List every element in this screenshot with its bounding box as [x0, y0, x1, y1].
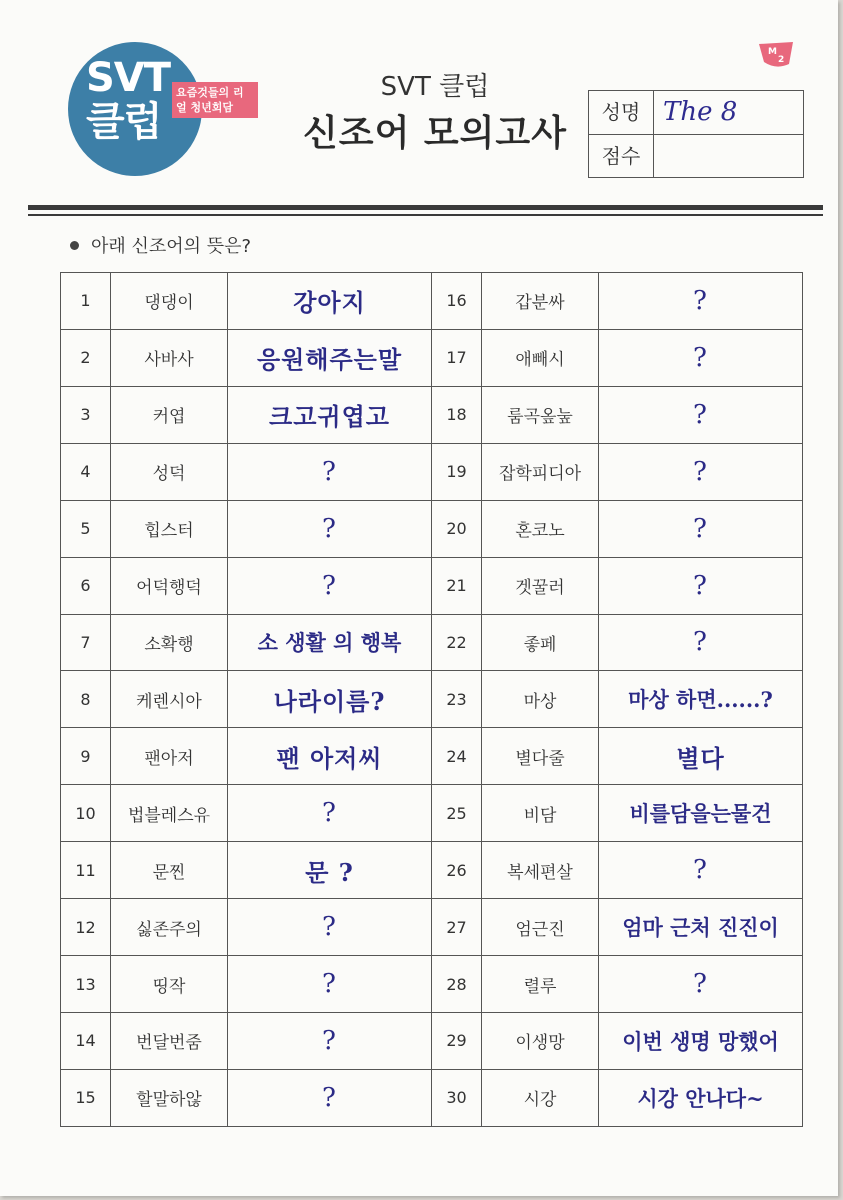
- item-number-cell: [432, 956, 482, 1013]
- item-number-cell: [61, 956, 111, 1013]
- item-number: 23: [446, 689, 467, 709]
- table-row: [61, 728, 803, 785]
- handwritten-answer-cell: [228, 273, 432, 330]
- handwritten-answer: 크고귀엽고: [269, 402, 390, 432]
- handwritten-answer-cell: [228, 500, 432, 557]
- slang-word: 이생망: [515, 1033, 565, 1054]
- handwritten-answer-cell: [228, 899, 432, 956]
- slang-word-cell: [111, 671, 228, 728]
- slang-word-cell: [482, 273, 599, 330]
- slang-word: 케렌시아: [136, 691, 202, 712]
- handwritten-answer-cell: [599, 785, 803, 842]
- svg-text:2: 2: [778, 55, 785, 65]
- item-number: 13: [75, 974, 96, 994]
- item-number: 9: [80, 746, 91, 766]
- item-number: 21: [446, 576, 467, 596]
- handwritten-answer-cell: [599, 1012, 803, 1069]
- handwritten-answer-cell: [228, 329, 432, 386]
- item-number: 4: [80, 462, 91, 482]
- handwritten-answer: 팬 아저씨: [276, 743, 383, 773]
- item-number-cell: [432, 443, 482, 500]
- slang-word: 싫존주의: [136, 919, 202, 940]
- item-number-cell: [432, 1012, 482, 1069]
- item-number-cell: [432, 557, 482, 614]
- slang-word-cell: [111, 956, 228, 1013]
- slang-word-cell: [482, 671, 599, 728]
- item-number-cell: [61, 785, 111, 842]
- item-number-cell: [432, 386, 482, 443]
- item-number: 8: [80, 689, 91, 709]
- handwritten-answer: ?: [322, 513, 337, 544]
- table-row: [61, 557, 803, 614]
- handwritten-answer: 이번 생명 망했어: [622, 1028, 779, 1054]
- handwritten-answer: ?: [322, 969, 337, 1000]
- handwritten-answer-cell: [599, 386, 803, 443]
- handwritten-answer: 별다: [676, 743, 725, 773]
- handwritten-answer: 엄마 근처 진진이: [622, 915, 779, 941]
- svg-text:M: M: [768, 47, 777, 57]
- slang-word-cell: [111, 614, 228, 671]
- table-row: [61, 842, 803, 899]
- item-number: 27: [446, 917, 467, 937]
- handwritten-answer: ?: [693, 969, 708, 1000]
- item-number-cell: [61, 273, 111, 330]
- slang-word-cell: [482, 329, 599, 386]
- item-number: 6: [80, 576, 91, 596]
- item-number-cell: [61, 671, 111, 728]
- slang-word: 렬루: [523, 976, 557, 997]
- slang-word: 비담: [523, 805, 557, 826]
- item-number: 3: [80, 405, 91, 425]
- item-number: 14: [75, 1031, 96, 1051]
- handwritten-answer: ?: [693, 855, 708, 886]
- handwritten-answer: ?: [322, 570, 337, 601]
- item-number: 16: [446, 291, 467, 311]
- bullet-icon: [70, 241, 79, 250]
- handwritten-answer: ?: [693, 285, 708, 316]
- handwritten-answer: ?: [322, 1025, 337, 1056]
- item-number-cell: [61, 842, 111, 899]
- item-number-cell: [432, 273, 482, 330]
- slang-word-cell: [111, 899, 228, 956]
- slang-word-cell: [111, 329, 228, 386]
- item-number-cell: [432, 1069, 482, 1126]
- logo-text: SVT 클럽: [86, 55, 171, 145]
- item-number: 24: [446, 746, 467, 766]
- handwritten-answer-cell: [599, 671, 803, 728]
- item-number-cell: [61, 728, 111, 785]
- table-row: [61, 273, 803, 330]
- question-prompt: [70, 232, 251, 258]
- slang-word-cell: [482, 1012, 599, 1069]
- handwritten-answer-cell: [599, 500, 803, 557]
- item-number-cell: [432, 842, 482, 899]
- slang-word-cell: [111, 728, 228, 785]
- handwritten-answer-cell: [228, 956, 432, 1013]
- slang-word: 엄근진: [515, 919, 565, 940]
- slang-word: 팬아저: [144, 748, 194, 769]
- handwritten-answer-cell: [228, 557, 432, 614]
- slang-word-cell: [111, 785, 228, 842]
- handwritten-answer-cell: [599, 956, 803, 1013]
- slang-word: 법블레스유: [127, 805, 211, 826]
- item-number-cell: [432, 899, 482, 956]
- slang-word-cell: [482, 1069, 599, 1126]
- slang-word: 좋페: [523, 634, 557, 655]
- m2-logo-icon: [756, 40, 796, 70]
- handwritten-answer-cell: [599, 842, 803, 899]
- item-number: 22: [446, 632, 467, 652]
- item-number-cell: [61, 557, 111, 614]
- handwritten-answer: 시강 안나다~: [637, 1085, 764, 1111]
- handwritten-answer: ?: [693, 342, 708, 373]
- slang-word: 복세편살: [507, 862, 573, 883]
- item-number-cell: [61, 329, 111, 386]
- item-number: 17: [446, 348, 467, 368]
- item-number: 7: [80, 632, 91, 652]
- slang-word-cell: [111, 1012, 228, 1069]
- item-number: 25: [446, 803, 467, 823]
- handwritten-answer: 강아지: [293, 288, 366, 318]
- slang-word: 힙스터: [144, 521, 194, 542]
- slang-word: 겟꿀러: [515, 578, 565, 599]
- question-text: 아래 신조어의 뜻은?: [91, 236, 252, 257]
- sheet-subtitle: SVT 클럽: [380, 72, 490, 102]
- name-row: [589, 91, 803, 135]
- slang-word: 잡학피디아: [498, 464, 582, 485]
- item-number: 18: [446, 405, 467, 425]
- table-row: [61, 443, 803, 500]
- item-number: 1: [80, 291, 91, 311]
- item-number: 30: [446, 1088, 467, 1108]
- table-row: [61, 1012, 803, 1069]
- slang-word-cell: [482, 899, 599, 956]
- slang-word-cell: [111, 500, 228, 557]
- item-number-cell: [61, 1012, 111, 1069]
- slang-word: 성덕: [152, 464, 186, 485]
- item-number: 29: [446, 1031, 467, 1051]
- slang-word-cell: [482, 614, 599, 671]
- table-row: [61, 386, 803, 443]
- handwritten-answer: 응원해주는말: [256, 345, 403, 375]
- header-divider-thick: [28, 205, 823, 210]
- slang-word-cell: [111, 842, 228, 899]
- handwritten-answer: 비를담을는물건: [629, 801, 772, 827]
- handwritten-answer-cell: [228, 728, 432, 785]
- handwritten-answer-cell: [599, 329, 803, 386]
- handwritten-answer-cell: [228, 386, 432, 443]
- handwritten-answer: ?: [693, 399, 708, 430]
- handwritten-answer-cell: [228, 1012, 432, 1069]
- slang-word: 번달번줌: [136, 1033, 202, 1054]
- slang-word-cell: [111, 386, 228, 443]
- slang-word: 문찐: [152, 862, 186, 883]
- handwritten-answer-cell: [599, 899, 803, 956]
- slang-word-cell: [482, 557, 599, 614]
- item-number: 26: [446, 860, 467, 880]
- item-number: 5: [80, 519, 91, 539]
- handwritten-answer-cell: [599, 1069, 803, 1126]
- handwritten-answer: 마상 하면......?: [628, 687, 773, 713]
- slang-word-cell: [482, 443, 599, 500]
- handwritten-answer: ?: [322, 912, 337, 943]
- name-value: The 8: [663, 97, 738, 127]
- table-row: [61, 785, 803, 842]
- slang-word: 갑분싸: [515, 293, 565, 314]
- slang-word-cell: [482, 386, 599, 443]
- item-number-cell: [432, 785, 482, 842]
- name-label: 성명: [589, 91, 654, 134]
- handwritten-answer-cell: [228, 614, 432, 671]
- item-number-cell: [61, 1069, 111, 1126]
- handwritten-answer: 문 ?: [305, 857, 354, 887]
- score-row: [589, 135, 803, 178]
- table-row: [61, 671, 803, 728]
- table-row: [61, 1069, 803, 1126]
- handwritten-answer-cell: [228, 785, 432, 842]
- handwritten-answer-cell: [599, 557, 803, 614]
- slang-word: 댕댕이: [144, 293, 194, 314]
- handwritten-answer: ?: [693, 627, 708, 658]
- handwritten-answer-cell: [599, 443, 803, 500]
- handwritten-answer-cell: [228, 842, 432, 899]
- slang-word: 애빼시: [515, 350, 565, 371]
- table-row: [61, 899, 803, 956]
- answer-table: [60, 272, 803, 1127]
- handwritten-answer: 나라이름?: [273, 686, 386, 716]
- slang-word: 룸곡옾눞: [507, 407, 573, 428]
- item-number: 28: [446, 974, 467, 994]
- slang-word-cell: [482, 785, 599, 842]
- sheet-title: 신조어 모의고사: [303, 113, 567, 154]
- table-row: [61, 956, 803, 1013]
- item-number-cell: [432, 728, 482, 785]
- table-row: [61, 329, 803, 386]
- slang-word-cell: [482, 500, 599, 557]
- table-row: [61, 500, 803, 557]
- item-number-cell: [432, 500, 482, 557]
- item-number: 19: [446, 462, 467, 482]
- handwritten-answer-cell: [599, 273, 803, 330]
- item-number-cell: [61, 386, 111, 443]
- handwritten-answer: ?: [693, 513, 708, 544]
- item-number: 2: [80, 348, 91, 368]
- handwritten-answer: ?: [322, 456, 337, 487]
- item-number: 11: [75, 860, 96, 880]
- item-number-cell: [432, 671, 482, 728]
- handwritten-answer-cell: [599, 728, 803, 785]
- slang-word: 커엽: [152, 407, 186, 428]
- item-number: 15: [75, 1088, 96, 1108]
- table-row: [61, 614, 803, 671]
- item-number: 20: [446, 519, 467, 539]
- handwritten-answer-cell: [228, 671, 432, 728]
- header-divider-thin: [28, 214, 823, 216]
- slang-word: 마상: [523, 691, 557, 712]
- slang-word: 사바사: [144, 350, 194, 371]
- item-number: 10: [75, 803, 96, 823]
- item-number-cell: [432, 614, 482, 671]
- name-score-box: [588, 90, 804, 178]
- slang-word: 별다줄: [515, 748, 565, 769]
- slang-word-cell: [111, 443, 228, 500]
- slang-word: 할말하않: [136, 1090, 202, 1111]
- handwritten-answer-cell: [228, 443, 432, 500]
- item-number-cell: [61, 500, 111, 557]
- handwritten-answer: ?: [693, 456, 708, 487]
- score-label: 점수: [589, 135, 654, 178]
- item-number-cell: [61, 899, 111, 956]
- item-number: 12: [75, 917, 96, 937]
- slang-word-cell: [111, 1069, 228, 1126]
- item-number-cell: [61, 614, 111, 671]
- slang-word: 어덕행덕: [136, 578, 202, 599]
- handwritten-answer: ?: [322, 1082, 337, 1113]
- item-number-cell: [61, 443, 111, 500]
- handwritten-answer: 소 생활 의 행복: [257, 630, 402, 656]
- slang-word-cell: [111, 557, 228, 614]
- handwritten-answer: ?: [693, 570, 708, 601]
- slang-word: 시강: [523, 1090, 557, 1111]
- slang-word-cell: [482, 842, 599, 899]
- slang-word-cell: [482, 728, 599, 785]
- item-number-cell: [432, 329, 482, 386]
- slang-word-cell: [482, 956, 599, 1013]
- logo-tagline: 요즘것들의 리얼 청년회담: [172, 82, 258, 118]
- slang-word: 띵작: [152, 976, 186, 997]
- slang-word-cell: [111, 273, 228, 330]
- handwritten-answer-cell: [599, 614, 803, 671]
- slang-word: 소확행: [144, 634, 194, 655]
- handwritten-answer-cell: [228, 1069, 432, 1126]
- slang-word: 혼코노: [515, 521, 565, 542]
- handwritten-answer: ?: [322, 798, 337, 829]
